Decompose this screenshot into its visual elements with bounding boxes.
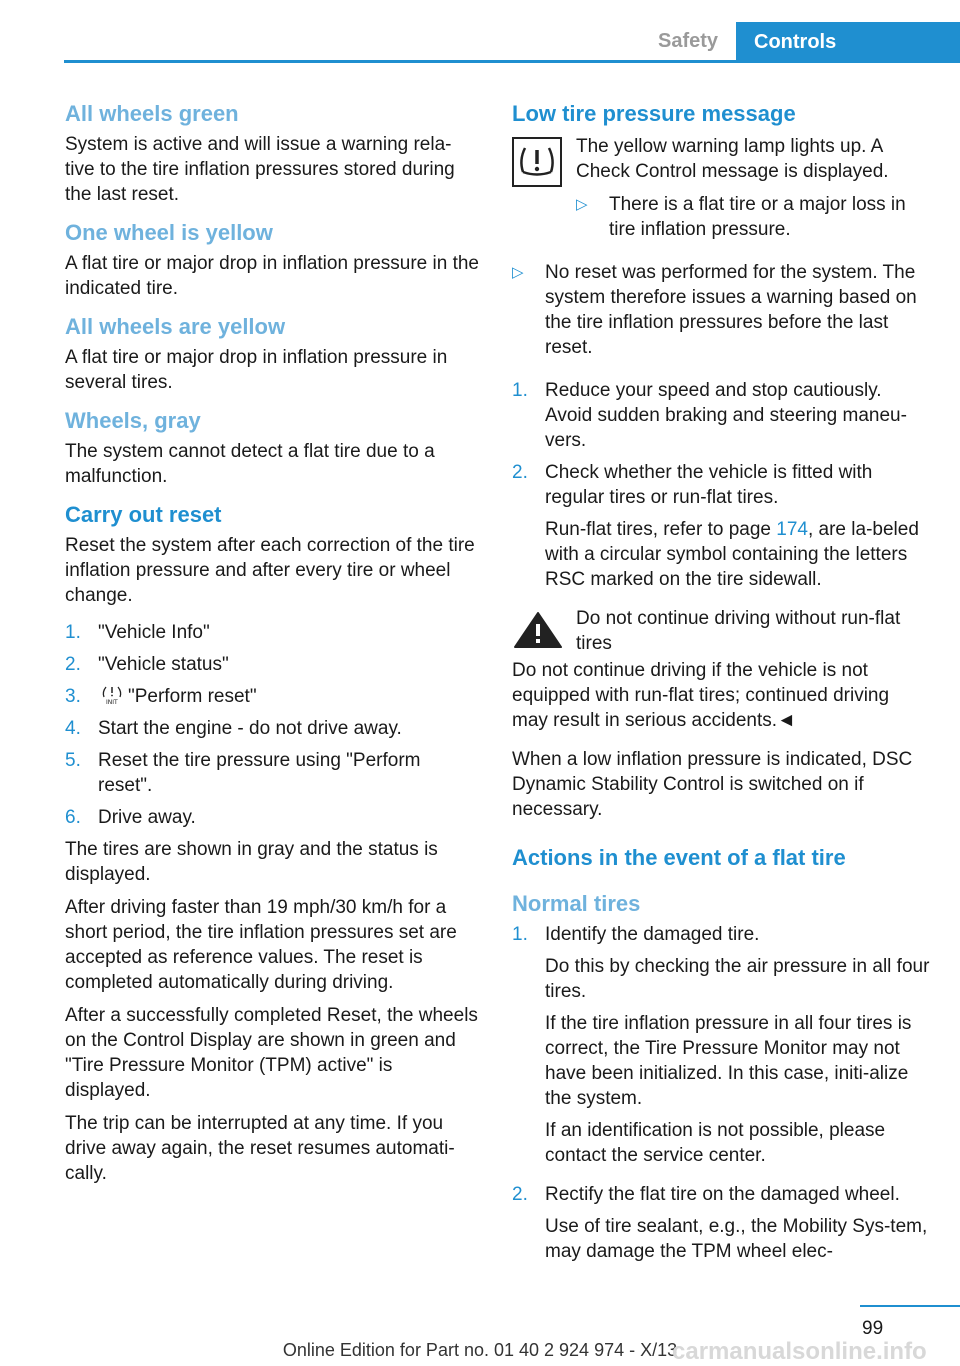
bullet-text: No reset was performed for the system. The system therefore issues a warning based on the tire inflation pressures before the last reset. (545, 262, 917, 358)
text-all-wheels-green: System is active and will issue a warning rela-tive to the tire inflation pressures stored during the last reset. (65, 134, 455, 205)
list-item (65, 652, 480, 677)
step-text: "Vehicle status" (98, 654, 229, 675)
list-item (576, 192, 930, 242)
step-text: Reset the tire pressure using "Perform reset". (98, 750, 421, 796)
step-subtext: Do this by checking the air pressure in all four tires. (545, 956, 930, 1002)
tire-pressure-warning-icon (512, 137, 562, 187)
warning-lamp-row (512, 134, 930, 250)
left-column (65, 100, 480, 1194)
step-number: 5. (65, 750, 81, 771)
paragraph-dsc: When a low inflation pressure is indicated, DSC Dynamic Stability Control is switched on if necessary. (512, 749, 913, 820)
step-number: 2. (512, 462, 528, 483)
list-item (512, 1182, 930, 1271)
section-all-wheels-green (65, 100, 480, 207)
heading-low-tire-pressure: Low tire pressure message (512, 101, 796, 126)
step-number: 1. (65, 622, 81, 643)
tpm-init-icon (100, 685, 124, 705)
heading-all-wheels-green: All wheels green (65, 101, 239, 126)
step-number: 3. (65, 686, 81, 707)
triangle-bullet-icon: ▷ (512, 264, 524, 281)
step-subtext: If an identification is not possible, please contact the service center. (545, 1120, 886, 1166)
svg-text:INIT: INIT (106, 699, 118, 705)
text-wheels-gray: The system cannot detect a flat tire due to a malfunction. (65, 441, 435, 487)
page-174-link[interactable]: 174 (776, 519, 808, 540)
heading-actions-flat-tire: Actions in the event of a flat tire (512, 845, 846, 870)
step-text: Drive away. (98, 807, 196, 828)
warning-note-row (512, 606, 930, 656)
paragraph-trip-interrupted: The trip can be interrupted at any time. If you drive away again, the reset resumes automati-cally. (65, 1113, 455, 1184)
header-tab-controls[interactable]: Controls (736, 22, 960, 63)
step-text: "Perform reset" (128, 686, 257, 707)
run-flat-text-a: Run-flat tires, refer to page (545, 519, 771, 540)
step-text: Start the engine - do not drive away. (98, 718, 402, 739)
heading-all-wheels-yellow: All wheels are yellow (65, 314, 286, 339)
step-body (545, 1182, 930, 1271)
header-tab-safety[interactable]: Safety (657, 29, 719, 52)
step-number: 2. (512, 1184, 528, 1205)
section-wheels-gray (65, 407, 480, 489)
list-item (512, 378, 930, 453)
list-item (512, 460, 930, 599)
text-all-wheels-yellow: A flat tire or major drop in inflation pressure in several tires. (65, 347, 448, 393)
warning-note-text: Do not continue driving if the vehicle is not equipped with run-flat tires; continued driving may result in serious accidents.◄ (512, 660, 890, 731)
reset-steps-list (65, 620, 480, 830)
list-item (512, 922, 930, 1175)
text-one-wheel-yellow: A flat tire or major drop in inflation pressure in the indicated tire. (65, 253, 479, 299)
footer-edition: Online Edition for Part no. 01 40 2 924 974 - X/13 (282, 1340, 678, 1360)
bullet-text: There is a flat tire or a major loss in tire inflation pressure. (609, 194, 906, 240)
heading-normal-tires: Normal tires (512, 891, 641, 916)
warning-note-title: Do not continue driving without run-flat tires (576, 608, 901, 654)
step-number: 1. (512, 924, 528, 945)
step-number: 4. (65, 718, 81, 739)
step-subtext: If the tire inflation pressure in all four tires is correct, the Tire Pressure Monitor may not have been initialized. In this case, initi-alize the system. (545, 1013, 912, 1109)
tire-pressure-warning-glyph (517, 144, 557, 180)
header-rule (64, 60, 960, 63)
step-number: 1. (512, 380, 528, 401)
section-carry-out-reset (65, 501, 480, 608)
step-text: Identify the damaged tire. (545, 924, 760, 945)
list-item (512, 260, 930, 360)
heading-wheels-gray: Wheels, gray (65, 408, 201, 433)
step-text: "Vehicle Info" (98, 622, 210, 643)
right-column (512, 100, 930, 1278)
step-subtext (545, 517, 930, 592)
list-item (65, 805, 480, 830)
step-text-wrap (98, 684, 257, 709)
text-warning-lamp: The yellow warning lamp lights up. A Check Control message is displayed. (576, 136, 889, 182)
footer-rule (860, 1305, 960, 1307)
step-text: Rectify the flat tire on the damaged wheel. (545, 1184, 900, 1205)
step-body (545, 460, 930, 599)
warning-triangle-icon (512, 610, 564, 650)
step-body (545, 922, 930, 1175)
paragraph-reference-values: After driving faster than 19 mph/30 km/h for a short period, the tire inflation pressures set are accepted as reference values. The reset is completed automatically during driving. (65, 897, 457, 993)
step-text: Check whether the vehicle is fitted with regular tires or run-flat tires. (545, 462, 873, 508)
list-item (65, 620, 480, 645)
text-carry-out-reset: Reset the system after each correction of the tire inflation pressure and after every tire or wheel change. (65, 535, 475, 606)
list-item (65, 684, 480, 709)
page-number: 99 (862, 1318, 884, 1339)
section-one-wheel-yellow (65, 219, 480, 301)
list-item (65, 748, 480, 798)
list-item (65, 716, 480, 741)
section-all-wheels-yellow (65, 313, 480, 395)
warning-lamp-content (576, 134, 930, 250)
heading-carry-out-reset: Carry out reset (65, 502, 222, 527)
paragraph-reset-complete: After a successfully completed Reset, the wheels on the Control Display are shown in green and "Tire Pressure Monitor (TPM) active" is displayed. (65, 1005, 478, 1101)
step-subtext: Use of tire sealant, e.g., the Mobility Sys-tem, may damage the TPM wheel elec- (545, 1216, 928, 1262)
heading-one-wheel-yellow: One wheel is yellow (65, 220, 273, 245)
step-text: Reduce your speed and stop cautiously. Avoid sudden braking and steering maneu-vers. (545, 380, 907, 451)
step-number: 2. (65, 654, 81, 675)
step-number: 6. (65, 807, 81, 828)
watermark: carmanualsonline.info (672, 1338, 927, 1365)
triangle-bullet-icon: ▷ (576, 196, 588, 213)
paragraph-tires-gray: The tires are shown in gray and the status is displayed. (65, 839, 438, 885)
run-flat-text-b: , are la-beled with a circular symbol containing the letters RSC marked on the tire sidewall. (545, 519, 919, 590)
